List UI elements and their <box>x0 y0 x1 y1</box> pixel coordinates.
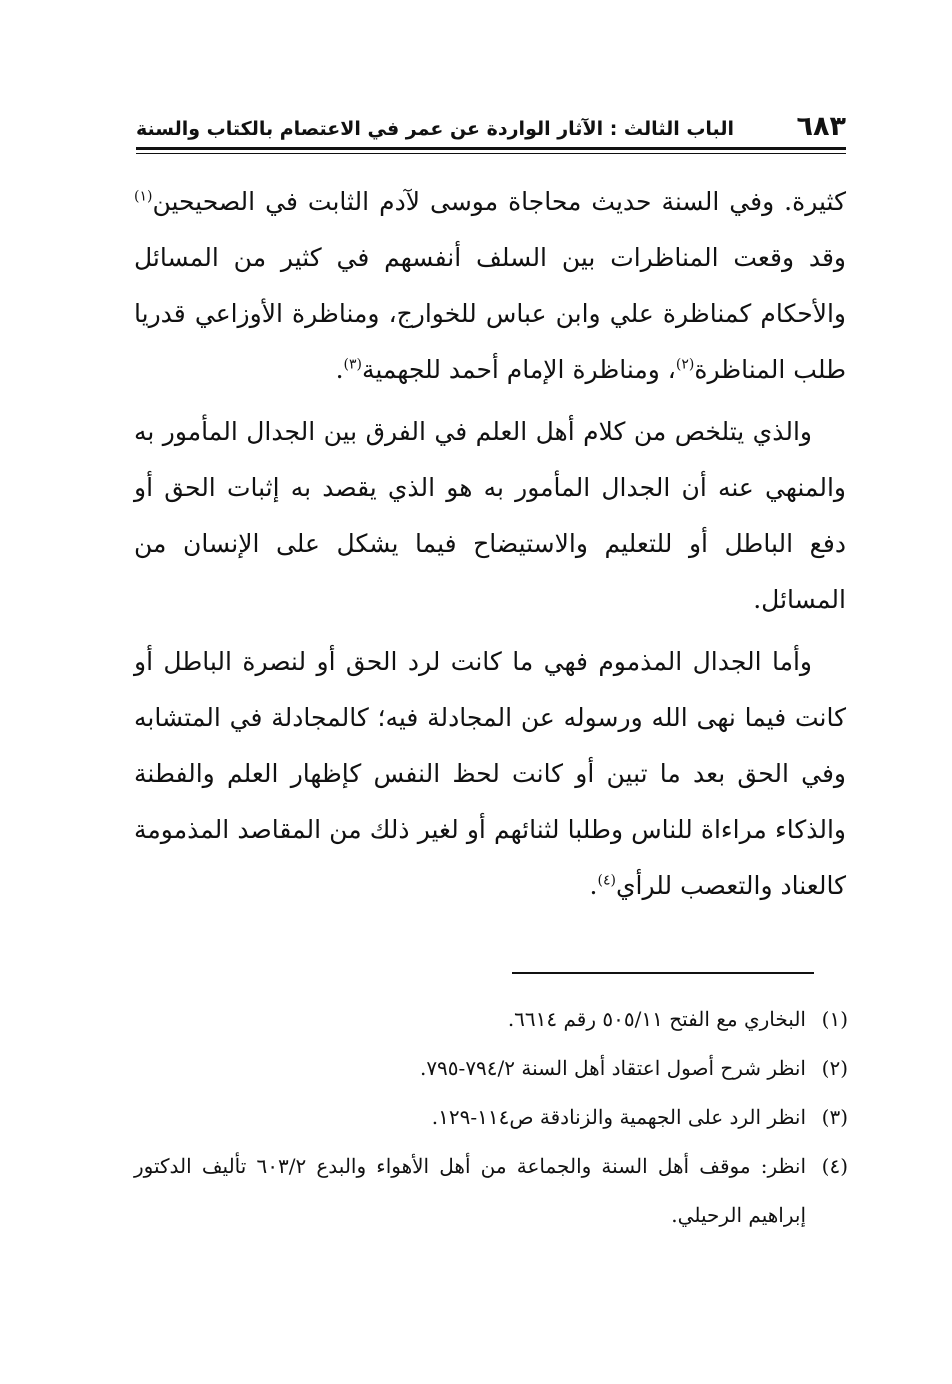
header-rule-thick <box>136 147 846 150</box>
paragraph-1-text-b: وقد وقعت المناظرات بين السلف أنفسهم في كثير من المسائل والأحكام كمناظرة علي وابن عباس للخوارج، ومناظرة الأوزاعي قدريا طلب المناظرة <box>134 243 846 384</box>
footnote-number: (٢) <box>821 1056 848 1080</box>
footnote-ref-1: (١) <box>134 188 153 205</box>
footnote-number: (١) <box>821 1007 848 1031</box>
footnote-number: (٤) <box>821 1154 848 1178</box>
footnote-number: (٣) <box>821 1105 848 1129</box>
footnote-separator <box>512 972 814 974</box>
footnote-ref-4: (٤) <box>597 872 616 889</box>
footnote-text: انظر شرح أصول اعتقاد أهل السنة ٧٩٤/٢-٧٩٥. <box>419 1056 806 1080</box>
footnote-ref-2: (٢) <box>675 356 695 373</box>
paragraph-1-text-d: . <box>335 355 344 384</box>
paragraph-1-text-c: ، ومناظرة الإمام أحمد للجهمية <box>361 355 676 384</box>
header-rule-thin <box>136 153 846 154</box>
page-number: ٦٨٣ <box>796 111 846 142</box>
paragraph-2: والذي يتلخص من كلام أهل العلم في الفرق بين الجدال المأمور به والمنهي عنه أن الجدال المأمور به هو الذي يقصد به إثبات الحق أو دفع الباطل أو للتعليم والاستيضاح فيما يشكل على الإنسان من المسائل. <box>134 417 846 614</box>
footnote-3 <box>134 1093 848 1142</box>
footnote-4 <box>134 1142 848 1240</box>
footnote-2 <box>134 1044 848 1093</box>
paragraph-3-text-b: . <box>589 871 598 900</box>
footnote-text: انظر الرد على الجهمية والزنادقة ص١١٤-١٢٩. <box>431 1105 806 1129</box>
page-header <box>136 104 846 144</box>
paragraph-3-text-a: وأما الجدال المذموم فهي ما كانت لرد الحق أو لنصرة الباطل أو كانت فيما نهى الله ورسوله عن المجادلة فيه؛ كالمجادلة في المتشابه وفي الحق بعد ما تبين أو كانت لحظ النفس كإظهار العلم والفطنة والذكاء مراءاة للناس وطلبا لثنائهم أو لغير ذلك من المقاصد المذمومة كالعناد والتعصب للرأي <box>134 647 846 900</box>
running-head: الباب الثالث : الآثار الواردة عن عمر في الاعتصام بالكتاب والسنة <box>136 118 734 140</box>
paragraph-3 <box>134 634 846 914</box>
paragraph-1-text-a: كثيرة. وفي السنة حديث محاجاة موسى لآدم الثابت في الصحيحين <box>152 187 846 216</box>
footnote-1 <box>134 995 848 1044</box>
footnote-ref-3: (٣) <box>343 356 362 373</box>
footnote-text: انظر: موقف أهل السنة والجماعة من أهل الأهواء والبدع ٦٠٣/٢ تأليف الدكتور إبراهيم الرحيلي. <box>134 1154 807 1227</box>
paragraph-1 <box>134 174 846 398</box>
body-text <box>134 174 846 920</box>
footnotes <box>134 995 848 1240</box>
footnote-text: البخاري مع الفتح ٥٠٥/١١ رقم ٦٦١٤. <box>507 1007 806 1031</box>
